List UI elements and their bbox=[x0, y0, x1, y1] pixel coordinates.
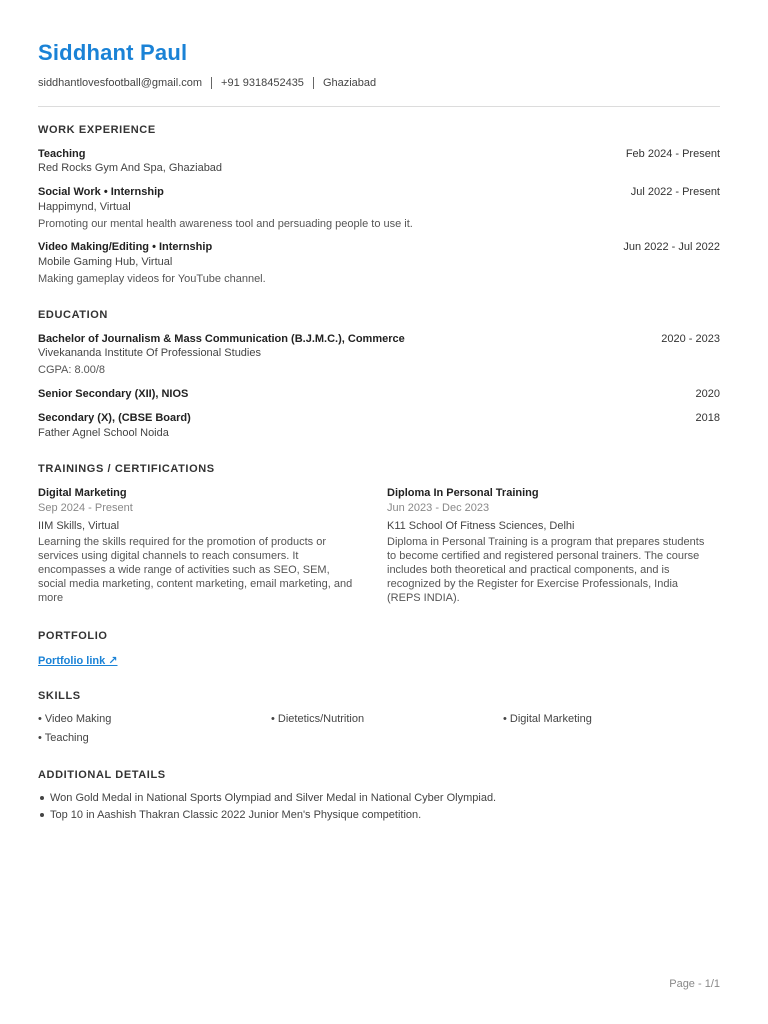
work-org: Red Rocks Gym And Spa, Ghaziabad bbox=[38, 162, 223, 174]
bullet-icon bbox=[40, 796, 44, 800]
training-name: Digital Marketing bbox=[38, 487, 127, 499]
contact-line bbox=[38, 77, 376, 89]
education-date: 2020 bbox=[695, 388, 720, 400]
description-line: services using digital channels to reach consumers. It bbox=[38, 550, 299, 562]
skill-item: • Teaching bbox=[38, 732, 89, 744]
work-date: Jul 2022 - Present bbox=[630, 186, 720, 198]
work-item bbox=[38, 186, 720, 198]
bullet-icon bbox=[40, 813, 44, 817]
header-divider bbox=[38, 106, 720, 107]
work-role: Social Work • Internship bbox=[38, 186, 164, 198]
education-date: 2020 - 2023 bbox=[661, 333, 720, 345]
section-title-additional: ADDITIONAL DETAILS bbox=[38, 769, 166, 781]
description-line: Learning the skills required for the promotion of products or bbox=[38, 536, 326, 548]
description-line: social media marketing, content marketing, email marketing, and bbox=[38, 578, 353, 590]
page-number: Page - 1/1 bbox=[669, 978, 720, 990]
portfolio-link[interactable]: Portfolio link ↗ bbox=[38, 655, 118, 667]
work-date: Jun 2022 - Jul 2022 bbox=[623, 241, 720, 253]
training-date: Sep 2024 - Present bbox=[38, 502, 133, 514]
skill-item: • Dietetics/Nutrition bbox=[271, 713, 365, 725]
education-degree: Secondary (X), (CBSE Board) bbox=[38, 412, 191, 424]
education-degree: Bachelor of Journalism & Mass Communication (B.J.M.C.), Commerce bbox=[38, 333, 405, 345]
training-date: Jun 2023 - Dec 2023 bbox=[387, 502, 490, 514]
list-item bbox=[38, 792, 496, 804]
additional-detail-text: Won Gold Medal in National Sports Olympiad and Silver Medal in National Cyber Olympiad. bbox=[50, 792, 497, 804]
education-item bbox=[38, 333, 720, 345]
skill-item: • Video Making bbox=[38, 713, 112, 725]
training-description bbox=[38, 535, 368, 605]
education-date: 2018 bbox=[695, 412, 720, 424]
additional-detail-text: Top 10 in Aashish Thakran Classic 2022 Junior Men's Physique competition. bbox=[50, 809, 422, 821]
skill-item: • Digital Marketing bbox=[503, 713, 592, 725]
education-school: Father Agnel School Noida bbox=[38, 427, 169, 439]
work-role: Teaching bbox=[38, 148, 86, 160]
work-org: Happimynd, Virtual bbox=[38, 201, 131, 213]
work-desc: Promoting our mental health awareness tool and persuading people to use it. bbox=[38, 218, 413, 230]
education-item bbox=[38, 388, 720, 400]
training-institute: IIM Skills, Virtual bbox=[38, 520, 120, 532]
work-item bbox=[38, 148, 720, 160]
location-text: Ghaziabad bbox=[322, 77, 377, 89]
phone-text: +91 9318452435 bbox=[221, 77, 304, 89]
description-line: (REPS INDIA). bbox=[387, 592, 460, 604]
description-line: encompasses a wide range of activities such as SEO, SEM, bbox=[38, 564, 330, 576]
description-line: Diploma in Personal Training is a program that prepares students bbox=[387, 536, 705, 548]
description-line: includes both theoretical and practical components, and is bbox=[387, 564, 670, 576]
email-text: siddhantlovesfootball@gmail.com bbox=[38, 77, 203, 89]
list-item bbox=[38, 809, 421, 821]
work-desc: Making gameplay videos for YouTube channel. bbox=[38, 273, 266, 285]
training-institute: K11 School Of Fitness Sciences, Delhi bbox=[387, 520, 575, 532]
education-item bbox=[38, 412, 720, 424]
work-date: Feb 2024 - Present bbox=[625, 148, 720, 160]
work-item bbox=[38, 241, 720, 253]
education-cgpa: CGPA: 8.00/8 bbox=[38, 364, 106, 376]
education-degree: Senior Secondary (XII), NIOS bbox=[38, 388, 189, 400]
training-name: Diploma In Personal Training bbox=[387, 487, 539, 499]
divider bbox=[313, 77, 314, 89]
candidate-name: Siddhant Paul bbox=[38, 40, 188, 65]
section-title-skills: SKILLS bbox=[38, 690, 81, 702]
section-title-education: EDUCATION bbox=[38, 309, 108, 321]
section-title-portfolio: PORTFOLIO bbox=[38, 630, 108, 642]
work-role: Video Making/Editing • Internship bbox=[38, 241, 213, 253]
training-item bbox=[387, 487, 717, 605]
description-line: more bbox=[38, 592, 64, 604]
education-school: Vivekananda Institute Of Professional Studies bbox=[38, 347, 261, 359]
divider bbox=[211, 77, 212, 89]
description-line: to become certified and registered personal trainers. The course bbox=[387, 550, 700, 562]
work-org: Mobile Gaming Hub, Virtual bbox=[38, 256, 173, 268]
description-line: recognized by the Register for Exercise Professionals, India bbox=[387, 578, 679, 590]
training-description bbox=[387, 535, 717, 605]
section-title-work: WORK EXPERIENCE bbox=[38, 124, 156, 136]
section-title-trainings: TRAININGS / CERTIFICATIONS bbox=[38, 463, 215, 475]
training-item bbox=[38, 487, 368, 605]
